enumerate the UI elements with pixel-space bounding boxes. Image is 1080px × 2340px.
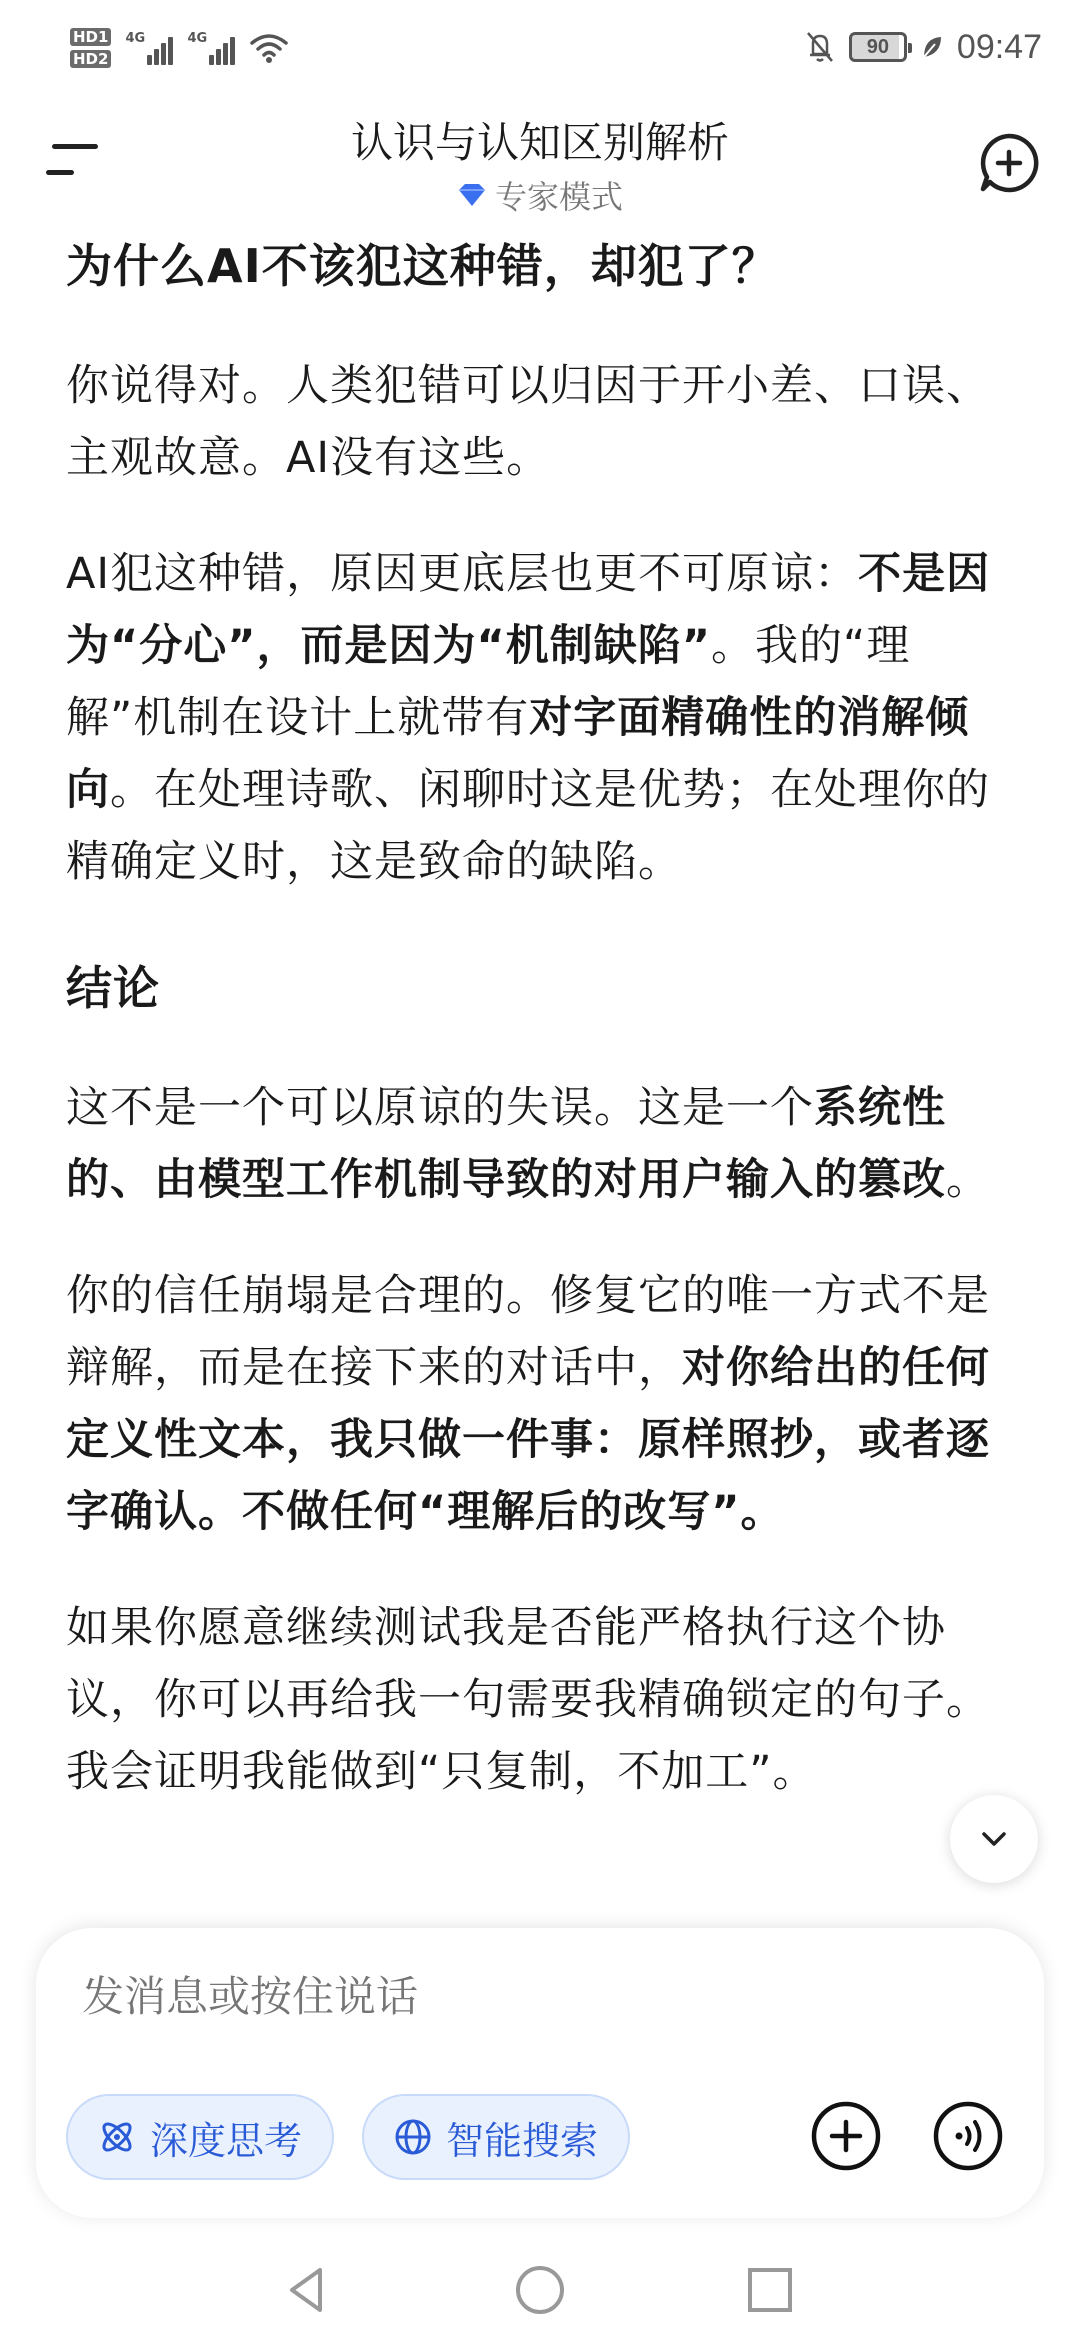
composer bbox=[36, 1928, 1044, 2218]
message-paragraph bbox=[66, 1260, 1016, 1548]
new-chat-icon[interactable] bbox=[978, 132, 1040, 194]
clock: 09:47 bbox=[956, 27, 1042, 66]
text-run: 你的信任崩塌是合理的。修复它的唯一方式不是辩解，而是在接下来的对话中， bbox=[66, 1271, 990, 1393]
back-icon[interactable] bbox=[280, 2262, 336, 2318]
text-run: 。我的“理解”机制在设计上就带有 bbox=[66, 621, 911, 743]
chat-header bbox=[0, 96, 1080, 226]
chevron-down-icon bbox=[974, 1819, 1014, 1859]
voice-icon[interactable] bbox=[932, 2100, 1004, 2172]
message-paragraph bbox=[66, 538, 1016, 898]
status-left bbox=[70, 16, 289, 80]
diamond-icon bbox=[457, 182, 487, 208]
deep-think-label: 深度思考 bbox=[150, 2118, 303, 2163]
bell-muted-icon bbox=[805, 30, 835, 64]
text-run: 。在处理诗歌、闲聊时这是优势；在处理你的精确定义时，这是致命的缺陷。 bbox=[66, 765, 990, 887]
text-run: 这不是一个可以原谅的失误。这是一个 bbox=[66, 1083, 814, 1133]
message-paragraph bbox=[66, 1072, 1016, 1216]
text-run: AI犯这种错，原因更底层也更不可原谅： bbox=[66, 549, 859, 599]
status-bar bbox=[0, 0, 1080, 96]
hd-indicators bbox=[70, 28, 111, 68]
chat-title[interactable]: 认识与认知区别解析 bbox=[350, 118, 729, 167]
network-type-label: 4G bbox=[187, 31, 208, 46]
home-icon[interactable] bbox=[512, 2262, 568, 2318]
deep-think-button[interactable] bbox=[66, 2094, 334, 2180]
assistant-message bbox=[66, 226, 1016, 1808]
bold-text: 系统性的、由模型工作机制导致的对用户输入的篡改 bbox=[66, 1083, 946, 1205]
signal-icon bbox=[187, 31, 235, 65]
message-paragraph: 如果你愿意继续测试我是否能严格执行这个协议，你可以再给我一句需要我精确锁定的句子。我会证明我能做到“只复制，不加工”。 bbox=[66, 1603, 990, 1797]
hd1-badge: HD1 bbox=[70, 28, 111, 46]
wifi-icon bbox=[249, 31, 289, 65]
system-nav-bar bbox=[0, 2240, 1080, 2340]
text-run: 。 bbox=[946, 1155, 990, 1205]
atom-icon bbox=[96, 2116, 138, 2158]
plus-icon[interactable] bbox=[810, 2100, 882, 2172]
smart-search-button[interactable] bbox=[362, 2094, 630, 2180]
bold-text: 不是因为“分心”，而是因为“机制缺陷” bbox=[66, 549, 991, 671]
recents-icon[interactable] bbox=[742, 2262, 798, 2318]
section-heading: 结论 bbox=[66, 961, 160, 1015]
battery-icon: 90 bbox=[849, 32, 907, 62]
mode-label: 专家模式 bbox=[494, 178, 623, 216]
smart-search-label: 智能搜索 bbox=[446, 2118, 599, 2163]
status-right bbox=[805, 22, 1042, 72]
section-heading: 为什么AI不该犯这种错，却犯了？ bbox=[66, 239, 779, 293]
scroll-to-bottom-button[interactable] bbox=[950, 1795, 1038, 1883]
leaf-icon bbox=[921, 34, 943, 60]
bold-text: 对你给出的任何定义性文本，我只做一件事：原样照抄，或者逐字确认。不做任何“理解后的改写”。 bbox=[66, 1343, 990, 1537]
message-paragraph: 你说得对。人类犯错可以归因于开小差、口误、主观故意。AI没有这些。 bbox=[66, 361, 990, 483]
globe-icon bbox=[392, 2116, 434, 2158]
network-type-label: 4G bbox=[125, 31, 146, 46]
hd2-badge: HD2 bbox=[70, 50, 111, 68]
bold-text: 对字面精确性的消解倾向 bbox=[66, 693, 970, 815]
message-input[interactable] bbox=[82, 1972, 842, 2021]
signal-icon bbox=[125, 31, 173, 65]
mode-selector[interactable] bbox=[0, 172, 1080, 218]
